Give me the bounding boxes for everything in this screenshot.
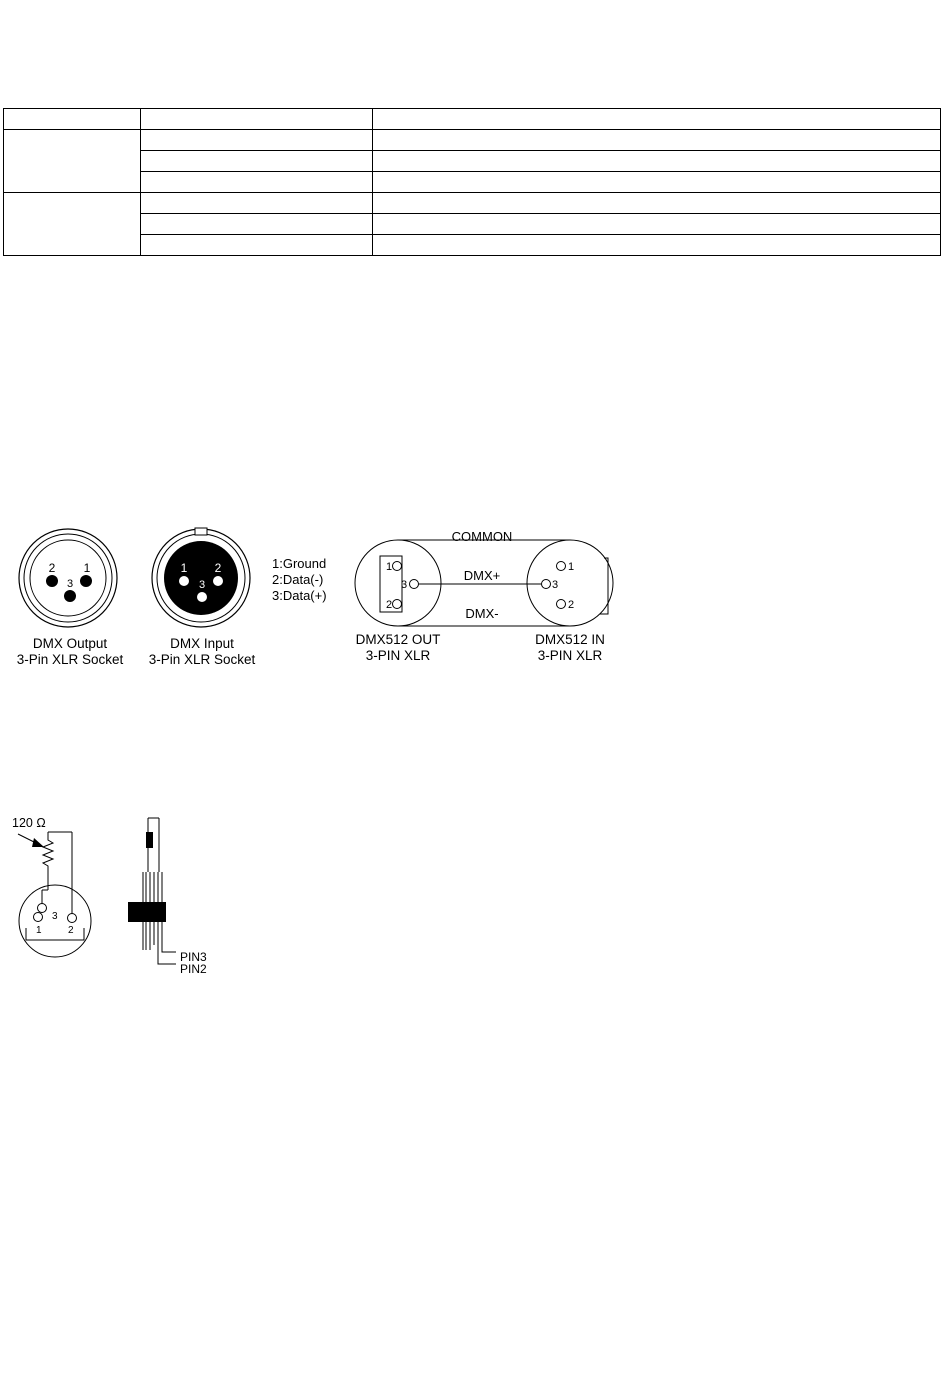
dmx-input-socket [152,528,250,627]
table-cell [373,214,941,235]
out-connector-type: 3-PIN XLR [365,648,431,663]
resistor-icon [43,832,53,890]
pin2-label: PIN2 [180,962,207,976]
pin-dot [80,575,92,587]
table-cell [141,235,373,256]
resistor-label: 120 Ω [12,816,46,830]
pin-label: 2 [386,599,393,611]
pin-dot [179,576,189,586]
dmx-wiring-diagram [355,529,613,626]
terminator-diagram [0,810,240,990]
table-header-row [4,109,941,130]
pin-label: 2 [214,561,222,575]
pin3-label: PIN3 [180,950,207,964]
table-group-cell [4,130,141,193]
input-socket-type: 3-Pin XLR Socket [148,652,256,667]
table-row [4,151,941,172]
dmx-output-socket [19,529,117,627]
spec-table [3,108,941,256]
output-socket-type: 3-Pin XLR Socket [16,652,124,667]
table-cell [4,109,141,130]
pin-legend-data-plus: 3:Data(+) [272,588,327,603]
table-row [4,130,941,151]
dmx-minus-wire-label: DMX- [465,606,499,621]
common-wire-label: COMMON [451,529,513,544]
table-cell [373,109,941,130]
table-cell [141,172,373,193]
table-cell [373,151,941,172]
table-cell [141,151,373,172]
pin-dot [64,590,76,602]
connector-diagram [0,520,640,680]
resistor-icon [146,832,153,848]
output-socket-name: DMX Output [32,636,108,651]
pin-label: 2 [68,925,74,936]
pin-label: 1 [180,561,188,575]
table-cell [141,193,373,214]
pin-label: 1 [386,561,393,573]
table-cell [141,109,373,130]
pin-dot [46,575,58,587]
pin-label: 1 [36,925,42,936]
table-row [4,214,941,235]
pin-legend-ground: 1:Ground [272,556,327,571]
pin-label: 1 [83,561,91,575]
dmx-plus-wire-label: DMX+ [463,568,501,583]
arrow-icon [32,838,44,847]
table-row [4,172,941,193]
pin-label: 3 [66,578,74,590]
pin-label: 3 [552,579,559,591]
table-cell [373,193,941,214]
table-cell [373,235,941,256]
pin-dot [213,576,223,586]
table-row [4,193,941,214]
pin-label: 3 [401,579,408,591]
table-cell [373,172,941,193]
table-group-cell [4,193,141,256]
pin-label: 2 [48,561,56,575]
table-row [4,235,941,256]
input-socket-name: DMX Input [170,636,234,651]
pin-label: 2 [568,599,575,611]
table-cell [373,130,941,151]
pin-dot [197,592,207,602]
table-cell [141,130,373,151]
out-connector-label: DMX512 OUT [355,632,441,647]
table-cell [141,214,373,235]
cable-clamp [128,902,166,922]
pin-label: 3 [52,911,58,922]
in-connector-type: 3-PIN XLR [537,648,603,663]
terminator-cable [128,818,207,976]
in-connector-label: DMX512 IN [535,632,605,647]
pin-label: 3 [198,579,206,591]
pin-label: 1 [568,561,575,573]
terminator-plug [12,816,91,957]
pin-legend-data-minus: 2:Data(-) [272,572,324,587]
